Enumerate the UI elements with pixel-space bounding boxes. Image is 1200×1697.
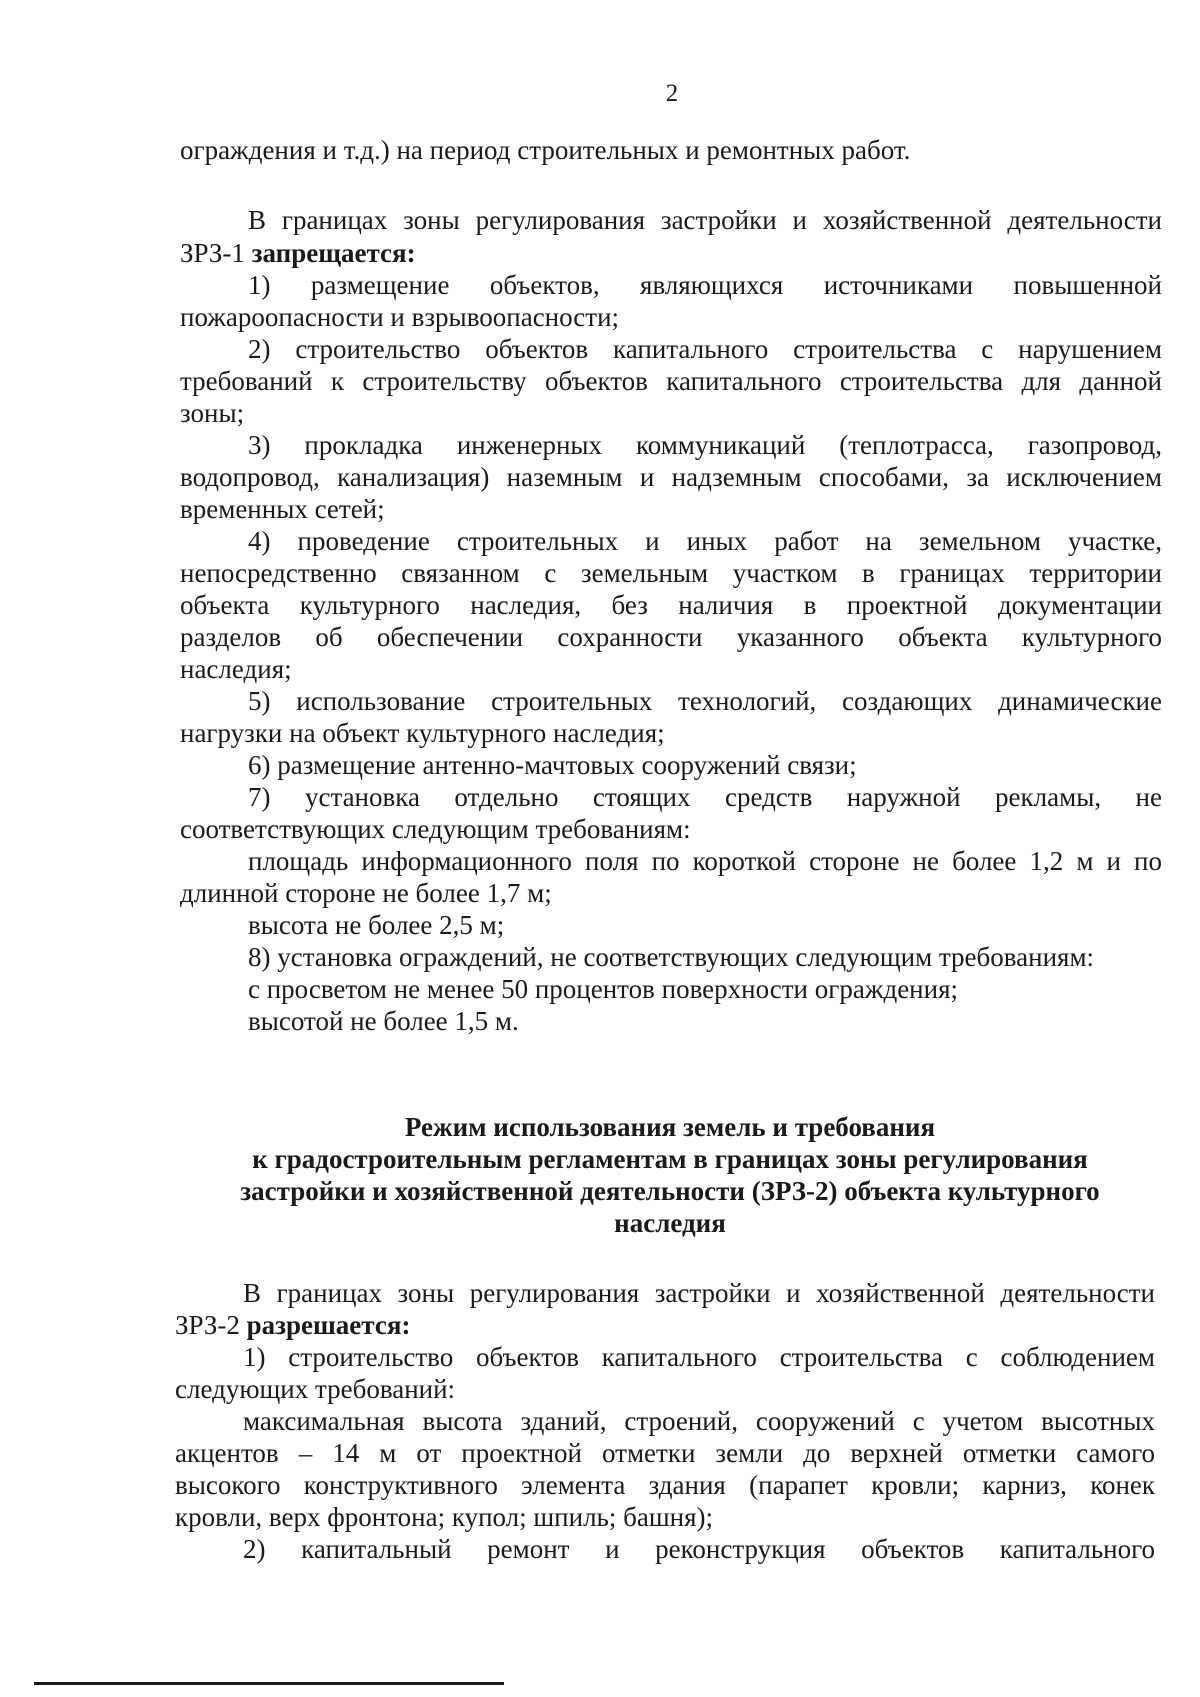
section-heading: Режим использования земель и требования xyxy=(404,1112,936,1142)
text-line xyxy=(175,1310,410,1341)
text-line: акцентов – 14 м от проектной отметки земли до верхней отметки самого xyxy=(175,1438,1155,1468)
text-line: требований к строительству объектов капитального строительства для данной xyxy=(180,366,1162,396)
allowed-label: разрешается: xyxy=(246,1310,411,1340)
text-line: 4) проведение строительных и иных работ на земельном участке, xyxy=(248,526,1162,556)
prohibited-label: запрещается: xyxy=(251,238,416,268)
zone-code: ЗРЗ-1 xyxy=(180,238,245,268)
text-line: наследия; xyxy=(180,654,292,684)
text-line: площадь информационного поля по короткой стороне не более 1,2 м и по xyxy=(248,846,1162,876)
text-line: 2) капитальный ремонт и реконструкция объектов капитального xyxy=(243,1534,1155,1564)
text-line: 6) размещение антенно-мачтовых сооружений связи; xyxy=(248,750,857,780)
text-line: пожароопасности и взрывоопасности; xyxy=(180,302,620,332)
text-line: 1) размещение объектов, являющихся источниками повышенной xyxy=(248,270,1162,300)
text-line: объекта культурного наследия, без наличия в проектной документации xyxy=(180,590,1162,620)
text-line: максимальная высота зданий, строений, сооружений с учетом высотных xyxy=(243,1406,1155,1436)
text-line xyxy=(180,238,416,269)
zone-code: ЗРЗ-2 xyxy=(175,1310,240,1340)
text-line: разделов об обеспечении сохранности указанного объекта культурного xyxy=(180,622,1162,652)
text-line: В границах зоны регулирования застройки и хозяйственной деятельности xyxy=(243,1278,1155,1308)
section-heading: наследия xyxy=(614,1208,726,1238)
page-number: 2 xyxy=(665,80,679,107)
text-line: нагрузки на объект культурного наследия; xyxy=(180,718,665,748)
text-line: высокого конструктивного элемента здания (парапет кровли; карниз, конек xyxy=(175,1470,1155,1500)
text-line: высота не более 2,5 м; xyxy=(248,910,505,940)
text-line: высотой не более 1,5 м. xyxy=(248,1006,519,1036)
text-line: ограждения и т.д.) на период строительных и ремонтных работ. xyxy=(180,135,911,165)
text-line: соответствующих следующим требованиям: xyxy=(180,814,691,844)
text-line: 8) установка ограждений, не соответствующих следующим требованиям: xyxy=(248,942,1095,972)
section-heading: застройки и хозяйственной деятельности (ЗРЗ-2) объекта культурного xyxy=(240,1176,1100,1206)
text-line: водопровод, канализация) наземным и надземным способами, за исключением xyxy=(180,462,1162,492)
text-line: непосредственно связанном с земельным участком в границах территории xyxy=(180,558,1162,588)
text-line: длинной стороне не более 1,7 м; xyxy=(180,878,552,908)
text-line: 1) строительство объектов капитального строительства с соблюдением xyxy=(243,1342,1155,1372)
section-heading: к градостроительным регламентам в границах зоны регулирования xyxy=(252,1144,1088,1174)
text-line: 3) прокладка инженерных коммуникаций (теплотрасса, газопровод, xyxy=(248,430,1162,460)
scan-edge-line xyxy=(34,1682,504,1685)
text-line: 2) строительство объектов капитального строительства с нарушением xyxy=(248,334,1162,364)
text-line: 7) установка отдельно стоящих средств наружной рекламы, не xyxy=(248,782,1162,812)
text-line: зоны; xyxy=(180,398,245,428)
text-line: 5) использование строительных технологий, создающих динамические xyxy=(248,686,1162,716)
text-line: временных сетей; xyxy=(180,494,385,524)
text-line: следующих требований: xyxy=(175,1374,456,1404)
text-line: В границах зоны регулирования застройки и хозяйственной деятельности xyxy=(248,205,1162,235)
text-line: кровли, верх фронтона; купол; шпиль; башня); xyxy=(175,1502,713,1532)
text-line: с просветом не менее 50 процентов поверхности ограждения; xyxy=(248,974,959,1004)
